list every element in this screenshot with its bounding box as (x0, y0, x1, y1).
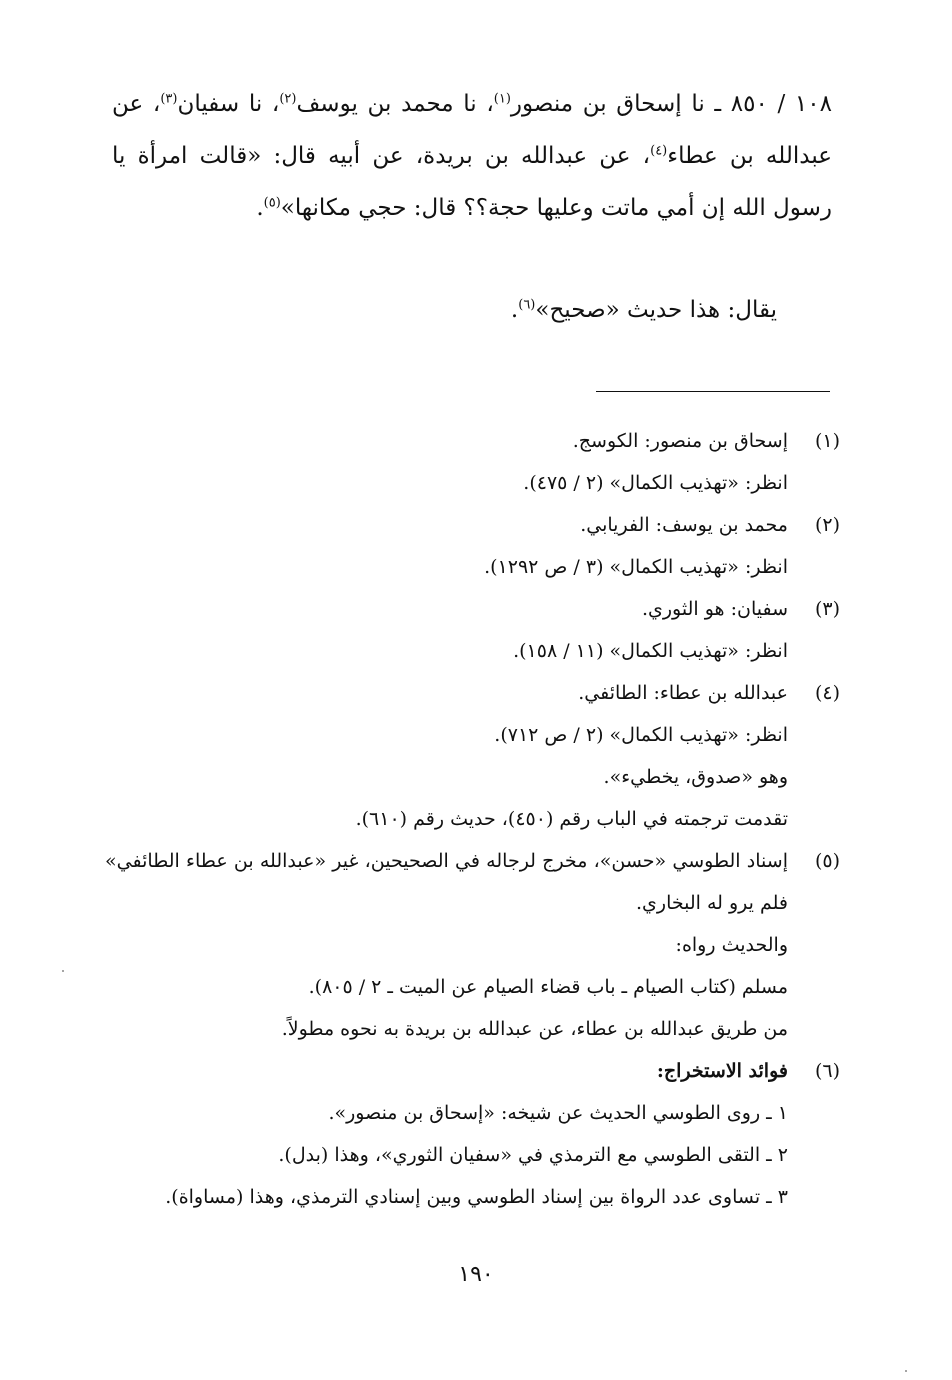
footnote-line: انظر: «تهذيب الكمال» (١١ / ١٥٨). (513, 640, 788, 662)
footnotes (105, 420, 840, 1218)
hadith-body: ، عن عبدالله بن بريدة، عن أبيه قال: «قالت امرأة يا رسول الله إن أمي ماتت وعليها حجة؟؟ قال: حجي مكانها» (112, 143, 832, 221)
hadith-text (112, 78, 832, 234)
footnote-line: من طريق عبدالله بن عطاء، عن عبدالله بن بريدة به نحوه مطولاً. (281, 1018, 788, 1040)
footnote-line: مسلم (كتاب الصيام ـ باب قضاء الصيام عن الميت ـ ٢ / ٨٠٥). (308, 976, 788, 998)
footnote-number: (٦) (814, 1060, 840, 1082)
footnote-number: (٣) (814, 598, 840, 620)
footnote-1 (105, 420, 840, 504)
footnote-ref[interactable]: (٢) (279, 91, 297, 107)
chain-segment: ، نا محمد بن يوسف (296, 91, 494, 117)
footnote-heading: فوائد الاستخراج: (656, 1060, 788, 1082)
footnote-line: انظر: «تهذيب الكمال» (٣ / ص ١٢٩٢). (484, 556, 788, 578)
footnote-line: ٣ ـ تساوى عدد الرواة بين إسناد الطوسي وبين إسنادي الترمذي، وهذا (مساواة). (165, 1186, 788, 1208)
footnote-ref[interactable]: (١) (493, 91, 511, 107)
chain-segment: ، عن عبدالله بن عطاء (112, 91, 833, 169)
footnote-number: (٤) (814, 682, 840, 704)
footnote-line: وهو «صدوق، يخطيء». (603, 766, 788, 788)
scan-speck (62, 970, 64, 972)
footnote-line: انظر: «تهذيب الكمال» (٢ / ص ٧١٢). (494, 724, 788, 746)
footnote-line: انظر: «تهذيب الكمال» (٢ / ٤٧٥). (523, 472, 788, 494)
footnote-ref[interactable]: (٦) (518, 297, 536, 313)
footnote-2 (105, 504, 840, 588)
footnote-number: (٥) (814, 850, 840, 872)
footnote-line: ٢ ـ التقى الطوسي مع الترمذي في «سفيان الثوري»، وهذا (بدل). (278, 1144, 788, 1166)
footnote-line: ١ ـ روى الطوسي الحديث عن شيخه: «إسحاق بن منصور». (328, 1102, 788, 1124)
chain-segment: ، نا سفيان (177, 91, 280, 117)
page-number: ١٩٠ (458, 1262, 494, 1287)
footnote-ref[interactable]: (٣) (160, 91, 178, 107)
verdict-text: يقال: هذا حديث «صحيح» (535, 297, 777, 323)
footnote-divider (596, 391, 830, 392)
footnote-line: إسناد الطوسي «حسن»، مخرج لرجاله في الصحيحين، غير «عبدالله بن عطاء الطائفي» فلم يرو له البخاري. (105, 850, 788, 914)
footnote-line: محمد بن يوسف: الفريابي. (580, 514, 788, 536)
period: . (510, 297, 519, 323)
hadith-verdict (511, 288, 777, 332)
chain-segment: نا إسحاق بن منصور (510, 91, 715, 117)
period: . (256, 195, 264, 221)
footnote-6 (105, 1050, 840, 1218)
footnote-line: والحديث رواه: (675, 934, 788, 956)
footnote-line: عبدالله بن عطاء: الطائفي. (578, 682, 788, 704)
footnote-5 (105, 840, 840, 1050)
footnote-line: سفيان: هو الثوري. (641, 598, 788, 620)
footnote-number: (٢) (814, 514, 840, 536)
footnote-number: (١) (814, 430, 840, 452)
hadith-paragraph (112, 78, 832, 234)
footnote-ref[interactable]: (٥) (263, 195, 281, 211)
scan-speck (905, 1370, 907, 1372)
footnote-3 (105, 588, 840, 672)
hadith-number: ١٠٨ / ٨٥٠ ـ (714, 91, 832, 117)
footnote-ref[interactable]: (٤) (650, 143, 668, 159)
footnote-line: إسحاق بن منصور: الكوسج. (572, 430, 788, 452)
footnote-4 (105, 672, 840, 840)
footnote-line: تقدمت ترجمته في الباب رقم (٤٥٠)، حديث رقم (٦١٠). (355, 808, 788, 830)
